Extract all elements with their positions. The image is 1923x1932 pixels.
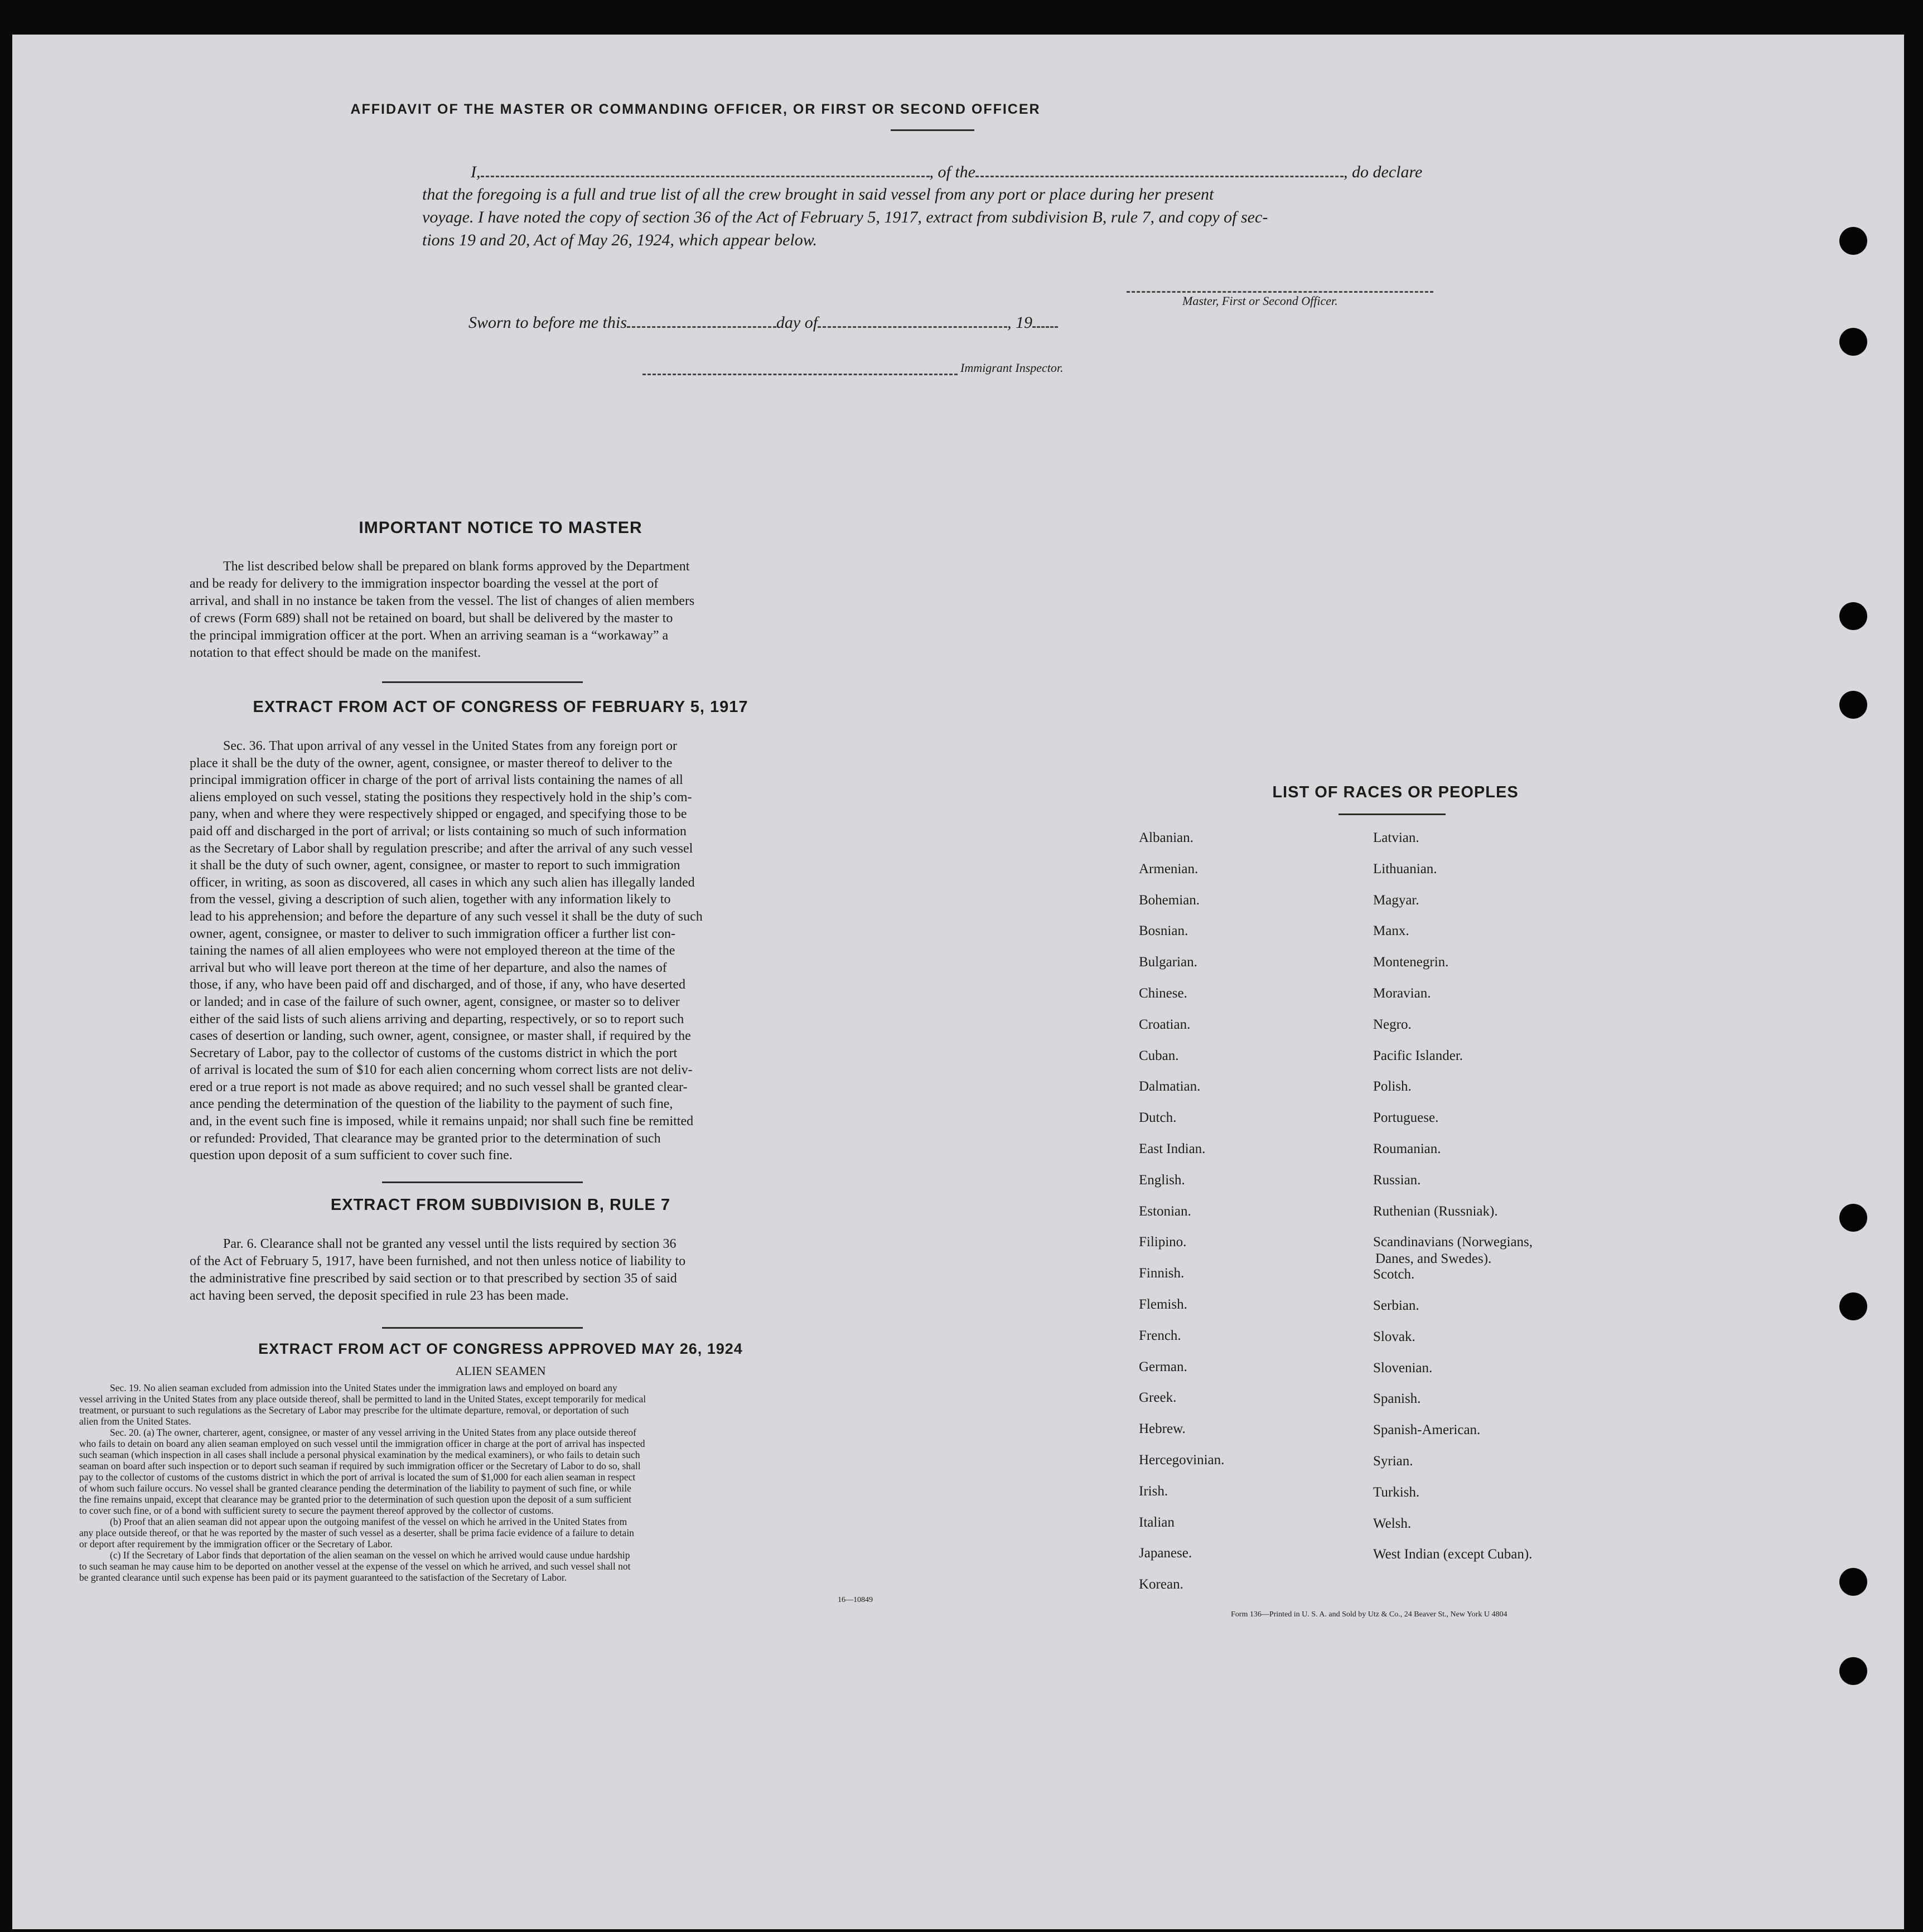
race-item: Spanish.	[1373, 1391, 1421, 1407]
title-rule	[891, 129, 974, 131]
race-item: Ruthenian (Russniak).	[1373, 1203, 1498, 1219]
race-item: Serbian.	[1373, 1298, 1419, 1313]
race-item: Japanese.	[1139, 1546, 1192, 1561]
footer-imprint: Form 136—Printed in U. S. A. and Sold by Utz & Co., 24 Beaver St., New York U 4804	[1231, 1610, 1508, 1619]
race-item: Welsh.	[1373, 1515, 1412, 1531]
document-page	[12, 35, 1904, 1929]
affidavit-title: AFFIDAVIT OF THE MASTER OR COMMANDING OFFICER, OR FIRST OR SECOND OFFICER	[350, 101, 1041, 117]
race-item: Bulgarian.	[1139, 955, 1197, 970]
notice-text: The list described below shall be prepared on blank forms approved by the Department and be ready for delivery to the immigration inspector boarding the vessel at the port of arrival, and shall in no instance be taken from the vessel. The list of changes of alien members of crews (Form 689) shall not be retained on board, but shall be delivered by the master to the principal immigration officer at the port. When an arriving seaman is a “workaway” a notation to that effect should be made on the manifest.	[190, 559, 695, 660]
race-item: Lithuanian.	[1373, 861, 1437, 877]
binder-hole	[1839, 328, 1867, 356]
extract-1917-text: Sec. 36. That upon arrival of any vessel in the United States from any foreign port or place it shall be the duty of the owner, agent, consignee, or master thereof to deliver to the principal immigration officer in charge of the port of arrival lists containing the names of all aliens employed on such vessel, stating the positions they respectively hold in the ship’s com- pany, when and where they were respectively shipped or engaged, and specifying those to be paid off and discharged in the port of arrival; or lists containing so much of such information as the Secretary of Labor shall by regulation prescribe; and after the arrival of any such vessel it shall be the duty of such owner, agent, consignee, or master to report to such immigration officer, in writing, as soon as discovered, all cases in which any such alien has illegally landed from the vessel, giving a description of such alien, together with any information likely to lead to his apprehension; and before the departure of any such vessel it shall be the duty of such owner, agent, consignee, or master to deliver to such immigration officer a further list con- taining the names of all alien employees who were not employed thereon at the time of the arrival but who will leave port thereon at the time of her departure, and also the names of those, if any, who have been paid off and discharged, and of those, if any, who have deserted or landed; and in case of the failure of such owner, agent, consignee, or master so to deliver either of the said lists of such aliens arriving and departing, respectively, or so to report such cases of desertion or landing, such owner, agent, consignee, or master shall, if required by the Secretary of Labor, pay to the collector of customs of the customs district in which the port of arrival is located the sum of $10 for each alien concerning whom correct lists are not deliv- ered or a true report is not made as above required; and no such vessel shall be granted clear- ance pending the determination of the question of the liability to the payment of such fine, and, in the event such fine is imposed, while it remains unpaid; nor shall such fine be remitted or refunded: Provided, That clearance may be granted prior to the determination of such question upon deposit of a sum sufficient to cover such fine.	[190, 739, 703, 1163]
race-item: Turkish.	[1373, 1484, 1420, 1500]
race-item: Bohemian.	[1139, 892, 1200, 908]
declare-label: , do declare	[1344, 163, 1423, 181]
race-item: Spanish-American.	[1373, 1422, 1481, 1438]
inspector-caption: Immigrant Inspector.	[960, 361, 1064, 375]
race-item: Latvian.	[1373, 830, 1419, 845]
i-label: I,	[471, 163, 481, 181]
binder-hole	[1839, 1292, 1867, 1320]
race-item: Croatian.	[1139, 1016, 1191, 1032]
affidavit-body-line-1: that the foregoing is a full and true list of all the crew brought in said vessel from any port or place during her present	[422, 185, 1214, 204]
of-the-label: , of the	[929, 163, 975, 181]
day-label: day of	[776, 313, 818, 332]
day-blank[interactable]	[627, 315, 776, 328]
race-item: East Indian.	[1139, 1141, 1206, 1156]
extract-rule7-text: Par. 6. Clearance shall not be granted any vessel until the lists required by section 36 of the Act of February 5, 1917, have been furnished, and not then unless notice of liability to the administrative fine prescribed by said section or to that prescribed by section 35 of said act having been served, the deposit specified in rule 23 has been made.	[190, 1237, 686, 1303]
extract-rule7-title: EXTRACT FROM SUBDIVISION B, RULE 7	[330, 1196, 671, 1214]
race-item: Hercegovinian.	[1139, 1452, 1225, 1468]
race-item: Dutch.	[1139, 1110, 1177, 1126]
race-item: Pacific Islander.	[1373, 1048, 1463, 1063]
extract-rule7-rule	[382, 1327, 583, 1329]
race-item: Roumanian.	[1373, 1141, 1441, 1156]
race-item: West Indian (except Cuban).	[1373, 1547, 1533, 1562]
race-item: Korean.	[1139, 1577, 1183, 1592]
binder-hole	[1839, 1568, 1867, 1596]
race-item: Filipino.	[1139, 1234, 1187, 1250]
race-item: Irish.	[1139, 1483, 1168, 1499]
extract-1924-title: EXTRACT FROM ACT OF CONGRESS APPROVED MAY 26, 1924	[258, 1340, 743, 1357]
race-item: Portuguese.	[1373, 1110, 1439, 1126]
extract-1924-subtitle: ALIEN SEAMEN	[455, 1364, 546, 1378]
extract-1924-text: Sec. 19. No alien seaman excluded from admission into the United States under the immigration laws and employed on board any vessel arriving in the United States from any place outside thereof, shall be permitted to land in the United States, except temporarily for medical treatment, or pursuant to such regulations as the Secretary of Labor may prescribe for the ultimate departure, removal, or deportation of such alien from the United States. Sec. 20. (a) The owner, charterer, agent, consignee, or master of any vessel arriving in the United States from any place outside thereof who fails to detain on board any alien seaman employed on such vessel until the immigration officer in charge at the port of arrival has inspected such seaman (which inspection in all cases shall include a personal physical examination by the medical examiners), or who fails to detain such seaman on board after such inspection or to deport such seaman if required by such immigration officer or the Secretary of Labor to do so, shall pay to the collector of customs of the customs district in which the port of arrival is located the sum of $1,000 for each alien seaman in respect of whom such failure occurs. No vessel shall be granted clearance pending the determination of the liability to payment of such fine, or while the fine remains unpaid, except that clearance may be granted prior to the determination of such question upon the deposit of a sum sufficient to cover such fine, or of a bond with sufficient surety to secure the payment thereof approved by the collector of customs. (b) Proof that an alien seaman did not appear upon the outgoing manifest of the vessel on which he arrived in the United States from any place outside thereof, or that he was reported by the master of such vessel as a deserter, shall be prima facie evidence of a failure to detain or deport after requirement by the immigration officer or the Secretary of Labor. (c) If the Secretary of Labor finds that deportation of the alien seaman on the vessel on which he arrived would cause undue hardship to such seaman he may cause him to be deported on another vessel at the expense of the vessel on which he arrived, and such vessel shall not be granted clearance until such expense has been paid or its payment guaranteed to the satisfaction of the Secretary of Labor.	[79, 1382, 646, 1583]
vessel-blank[interactable]	[975, 164, 1344, 177]
race-item: Polish.	[1373, 1079, 1412, 1095]
races-rule	[1339, 814, 1446, 815]
race-item: French.	[1139, 1328, 1181, 1343]
year-blank[interactable]	[1032, 315, 1058, 328]
race-item: Greek.	[1139, 1390, 1177, 1406]
inspector-signature-line[interactable]	[642, 374, 958, 375]
year-label: , 19	[1007, 313, 1033, 332]
race-item: German.	[1139, 1359, 1187, 1374]
race-item: Manx.	[1373, 923, 1409, 939]
race-item: Hebrew.	[1139, 1421, 1186, 1437]
affidavit-declaration-line	[471, 163, 1422, 182]
notice-title: IMPORTANT NOTICE TO MASTER	[359, 519, 642, 537]
binder-hole	[1839, 691, 1867, 719]
month-blank[interactable]	[818, 315, 1007, 328]
binder-hole	[1839, 1204, 1867, 1232]
form-code: 16—10849	[838, 1596, 873, 1604]
race-item: Bosnian.	[1139, 923, 1188, 939]
race-item: Cuban.	[1139, 1048, 1179, 1063]
sworn-label: Sworn to before me this	[468, 313, 627, 332]
race-item: Italian	[1139, 1514, 1175, 1530]
race-item: Flemish.	[1139, 1297, 1187, 1312]
binder-hole	[1839, 227, 1867, 255]
officer-signature-line[interactable]	[1127, 291, 1433, 293]
race-item: Russian.	[1373, 1172, 1421, 1188]
race-item: Finnish.	[1139, 1266, 1185, 1281]
race-item: Montenegrin.	[1373, 955, 1449, 970]
affidavit-body-line-3: tions 19 and 20, Act of May 26, 1924, which appear below.	[422, 231, 818, 249]
races-title: LIST OF RACES OR PEOPLES	[1272, 783, 1519, 801]
race-item: Danes, and Swedes).	[1375, 1251, 1492, 1267]
binder-hole	[1839, 1657, 1867, 1685]
race-item: Armenian.	[1139, 861, 1199, 877]
race-item: Moravian.	[1373, 986, 1431, 1001]
extract-1917-title: EXTRACT FROM ACT OF CONGRESS OF FEBRUARY 5, 1917	[253, 698, 748, 716]
race-item: Slovak.	[1373, 1329, 1415, 1344]
race-item: Dalmatian.	[1139, 1079, 1201, 1095]
race-item: Albanian.	[1139, 830, 1194, 845]
race-item: Syrian.	[1373, 1454, 1413, 1469]
name-blank[interactable]	[481, 164, 930, 177]
race-item: Scandinavians (Norwegians,	[1373, 1234, 1533, 1250]
affidavit-body-line-2: voyage. I have noted the copy of section 36 of the Act of February 5, 1917, extract from subdivision B, rule 7, and copy of sec-	[422, 208, 1268, 226]
race-item: English.	[1139, 1172, 1185, 1188]
notice-rule	[382, 681, 583, 683]
race-item: Magyar.	[1373, 892, 1419, 908]
officer-caption: Master, First or Second Officer.	[1182, 294, 1338, 308]
race-item: Scotch.	[1373, 1267, 1415, 1282]
extract-1917-rule	[382, 1182, 583, 1183]
sworn-line	[468, 313, 1058, 332]
race-item: Negro.	[1373, 1016, 1412, 1032]
race-item: Estonian.	[1139, 1203, 1191, 1219]
binder-hole	[1839, 602, 1867, 630]
race-item: Chinese.	[1139, 986, 1187, 1001]
race-item: Slovenian.	[1373, 1360, 1433, 1376]
